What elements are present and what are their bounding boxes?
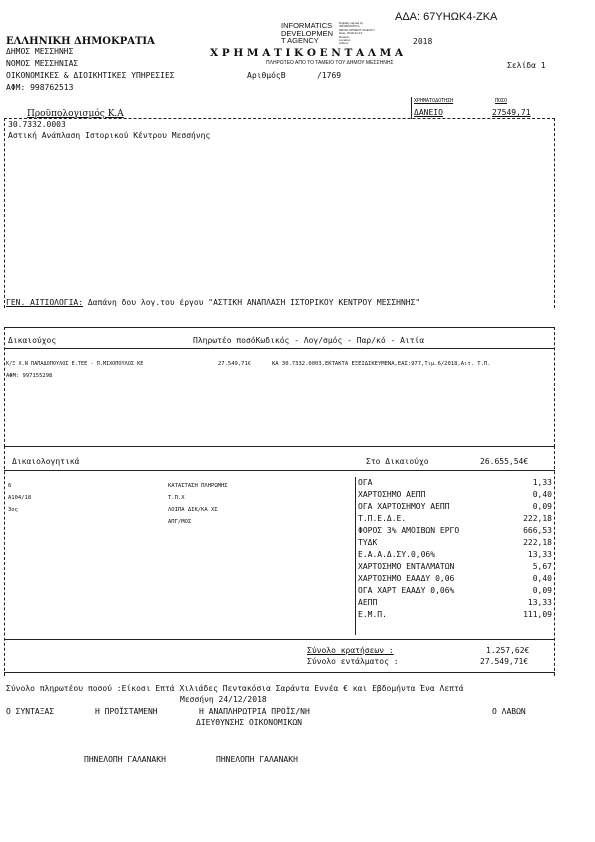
place-date: Μεσσήνη 24/12/2018 bbox=[180, 695, 267, 704]
amount-in-words bbox=[6, 684, 464, 693]
stamp-detail: INFORMATICS bbox=[339, 24, 360, 29]
amount-in-words-label: Σύνολο πληρωτέου ποσού bbox=[6, 684, 112, 693]
doc-item: ΛΟΙΠΑ ΔΙΚ/ΚΑ ΧΣ bbox=[168, 507, 218, 513]
to-payee-value: 26.655,54€ bbox=[480, 457, 529, 466]
justification-text: Δαπάνη δου λογ.του έργου "ΑΣΤΙΚΗ ΑΝΑΠΛΑΣΗ ΙΣΤΟΡΙΚΟΥ ΚΕΝΤΡΟΥ ΜΕΣΣΗΝΗΣ" bbox=[87, 298, 421, 307]
order-number-value: /1769 bbox=[317, 71, 342, 80]
deduction-value: 13,33 bbox=[527, 598, 552, 607]
justification bbox=[6, 298, 420, 307]
signer-composer-name: ΠΗΝΕΛΟΠΗ ΓΑΛΑΝΑΚΗ bbox=[84, 755, 166, 764]
deduction-name: ΧΑΡΤΟΣΗΜΟ ΕΝΤΑΛΜΑΤΩΝ bbox=[358, 562, 455, 571]
doc-ref: Α104/18 bbox=[8, 495, 32, 501]
page-number: Σελίδα 1 bbox=[507, 61, 546, 70]
deduction-name: Ε.Α.Α.Δ.ΣΥ.0,06% bbox=[358, 550, 436, 559]
justification-label: ΓΕΝ. ΑΙΤΙΟΛΟΓΙΑ: bbox=[6, 298, 84, 307]
republic-title: ΕΛΛΗΝΙΚΗ ΔΗΜΟΚΡΑΤΙΑ bbox=[6, 36, 155, 47]
deduction-name: ΦΟΡΟΣ 3% ΑΜΟΙΒΩΝ ΕΡΓΟ bbox=[358, 526, 460, 535]
payee-name: Κ/Ξ Χ.Ν ΠΑΠΑΔΟΠΟΥΛΟΣ Ε.ΤΕΕ - Π.ΜΙΧΟΠΟΥΛΟΣ ΚΕ bbox=[6, 361, 144, 367]
signer-composer-title: Ο ΣΥΝΤΑΞΑΣ bbox=[6, 707, 55, 716]
deduction-value: 0,40 bbox=[532, 574, 552, 583]
payee-detail: ΚΑ 30.7332.0003,ΕΚΤΑΚΤΑ ΕΞΕΙΔΙΚΕΥΜΕΝΑ,ΕΑΣ:977,Τιμ.6/2018,Αιτ. Τ.Π. bbox=[272, 361, 491, 367]
deduction-value: 0,09 bbox=[532, 502, 552, 511]
to-payee-label: Στο Δικαιούχο bbox=[366, 457, 429, 466]
funding-amount: 27549,71 bbox=[492, 108, 531, 117]
afm: ΑΦΜ: 998762513 bbox=[6, 83, 74, 92]
municipality: ΔΗΜΟΣ ΜΕΣΣΗΝΗΣ bbox=[6, 47, 74, 56]
deduction-row bbox=[0, 502, 595, 514]
deduction-row bbox=[0, 586, 595, 598]
stamp-detail: Digitally signed by bbox=[339, 21, 364, 25]
doc-ref: 3ος bbox=[8, 507, 18, 513]
service-name: ΟΙΚΟΝΟΜΙΚΕΣ & ΔΙΟΙΚΗΤΙΚΕΣ ΥΠΗΡΕΣΙΕΣ bbox=[6, 71, 175, 80]
deduction-value: 0,40 bbox=[532, 490, 552, 499]
withholdings-label: Σύνολο κρατήσεων : bbox=[307, 646, 394, 655]
deduction-row bbox=[0, 538, 595, 550]
doc-item: Τ.Π.Χ bbox=[168, 495, 185, 501]
deduction-name: ΟΓΑ ΧΑΡΤΟΣΗΜΟΥ ΑΕΠΠ bbox=[358, 502, 450, 511]
withholdings-value: 1.257,62€ bbox=[486, 646, 530, 655]
deduction-row bbox=[0, 550, 595, 562]
signature-stamp-logo bbox=[281, 22, 335, 45]
amount-header: ΠΟΣΟ bbox=[495, 98, 508, 104]
document-subtitle: ΠΛΗΡΩΤΕΟ ΑΠΟ ΤΟ ΤΑΜΕΙΟ ΤΟΥ ΔΗΜΟΥ ΜΕΣΣΗΝΗΣ bbox=[266, 60, 394, 66]
deduction-row bbox=[0, 598, 595, 610]
deduction-value: 222,18 bbox=[523, 514, 552, 523]
signer-head-name: ΠΗΝΕΛΟΠΗ ΓΑΛΑΝΑΚΗ bbox=[216, 755, 298, 764]
deduction-row bbox=[0, 562, 595, 574]
order-total-value: 27.549,71€ bbox=[480, 657, 529, 666]
order-total-label: Σύνολο εντάλματος : bbox=[307, 657, 399, 666]
deduction-name: ΟΓΑ ΧΑΡΤ ΕΑΑΔΥ 0,06% bbox=[358, 586, 455, 595]
amount-in-words-text: :Είκοσι Επτά Χιλιάδες Πεντακόσια Σαράντα Εννέα € και Εβδομήντα Ένα Λεπτά bbox=[116, 684, 464, 693]
deduction-value: 222,18 bbox=[523, 538, 552, 547]
signature-stamp-details bbox=[339, 22, 375, 46]
funding-source: ΔΑΝΕΙΟ bbox=[414, 108, 443, 117]
stamp-line: INFORMATICS bbox=[281, 21, 333, 30]
deduction-row bbox=[0, 610, 595, 622]
deduction-row bbox=[0, 526, 595, 538]
deduction-row bbox=[0, 514, 595, 526]
payee-details-header: Πληρωτέο ποσόΚωδικός - Λογ/σμός - Παρ/κό - Αιτία bbox=[193, 336, 425, 345]
doc-ref: 6 bbox=[8, 483, 12, 489]
documents-label: Δικαιολογητικά bbox=[12, 457, 80, 466]
stamp-line: DEVELOPMEN bbox=[281, 28, 334, 38]
payee-header: Δικαιούχος bbox=[8, 336, 57, 345]
prefecture: ΝΟΜΟΣ ΜΕΣΣΗΝΙΑΣ bbox=[6, 59, 79, 68]
deduction-name: Τ.Π.Ε.Δ.Ε. bbox=[358, 514, 407, 523]
deduction-value: 111,09 bbox=[523, 610, 552, 619]
deduction-name: ΟΓΑ bbox=[358, 478, 373, 487]
signer-deputy-dept: ΔΙΕΥΘΥΝΣΗΣ ΟΙΚΟΝΟΜΙΚΩΝ bbox=[196, 718, 302, 727]
deduction-name: ΑΕΠΠ bbox=[358, 598, 378, 607]
doc-item: ΑΠΓ/ΜΟΣ bbox=[168, 519, 192, 525]
deduction-value: 1,33 bbox=[532, 478, 552, 487]
deduction-name: Ε.Μ.Π. bbox=[358, 610, 387, 619]
stamp-detail: Location: bbox=[339, 38, 352, 43]
signer-head-title: Η ΠΡΟΪΣΤΑΜΕΝΗ bbox=[95, 707, 158, 716]
order-number-label: ΑριθμόςΒ bbox=[247, 71, 286, 80]
payee-amount: 27.549,71€ bbox=[218, 361, 252, 367]
deduction-name: ΤΥΔΚ bbox=[358, 538, 378, 547]
payee-afm: ΑΦΜ: 997155298 bbox=[6, 373, 53, 379]
signer-receiver-title: Ο ΛΑΒΩΝ bbox=[492, 707, 526, 716]
stamp-detail: Reason: bbox=[339, 34, 351, 39]
document-year: 2018 bbox=[413, 37, 433, 46]
budget-label: Προϋπολογισμός Κ.Α bbox=[27, 109, 124, 119]
deduction-name: ΧΑΡΤΟΣΗΜΟ ΕΑΑΔΥ 0,06 bbox=[358, 574, 455, 583]
deduction-row bbox=[0, 478, 595, 490]
stamp-detail: Date: 2018.12.24 bbox=[339, 31, 363, 36]
doc-item: ΚΑΤΑΣΤΑΣΗ ΠΛΗΡΩΜΗΣ bbox=[168, 483, 228, 489]
stamp-line: T AGENCY bbox=[281, 36, 319, 45]
stamp-detail: Athens bbox=[339, 41, 349, 46]
budget-description: Αστική Ανάπλαση Ιστορικού Κέντρου Μεσσήνης bbox=[8, 131, 211, 140]
ada-code: ΑΔΑ: 67ΥΗΩΚ4-ΖΚΑ bbox=[395, 11, 498, 23]
deduction-row bbox=[0, 574, 595, 586]
deduction-value: 0,09 bbox=[532, 586, 552, 595]
deduction-name: ΧΑΡΤΟΣΗΜΟ ΑΕΠΠ bbox=[358, 490, 426, 499]
stamp-detail: DEVELOPMENT AGENCY bbox=[339, 27, 375, 32]
deduction-value: 5,67 bbox=[532, 562, 552, 571]
budget-code: 30.7332.0003 bbox=[8, 120, 66, 129]
deduction-value: 13,33 bbox=[527, 550, 552, 559]
document-title: Χ Ρ Η Μ Α Τ Ι Κ Ο Ε Ν Τ Α Λ Μ Α bbox=[210, 47, 404, 59]
signer-deputy-title: Η ΑΝΑΠΛΗΡΩΤΡΙΑ ΠΡΟΪΣ/ΝΗ bbox=[199, 707, 310, 716]
deduction-row bbox=[0, 490, 595, 502]
funding-header: ΧΡΗΜΑΤΟΔΟΤΗΣΗ bbox=[414, 98, 454, 104]
deduction-value: 666,53 bbox=[523, 526, 552, 535]
